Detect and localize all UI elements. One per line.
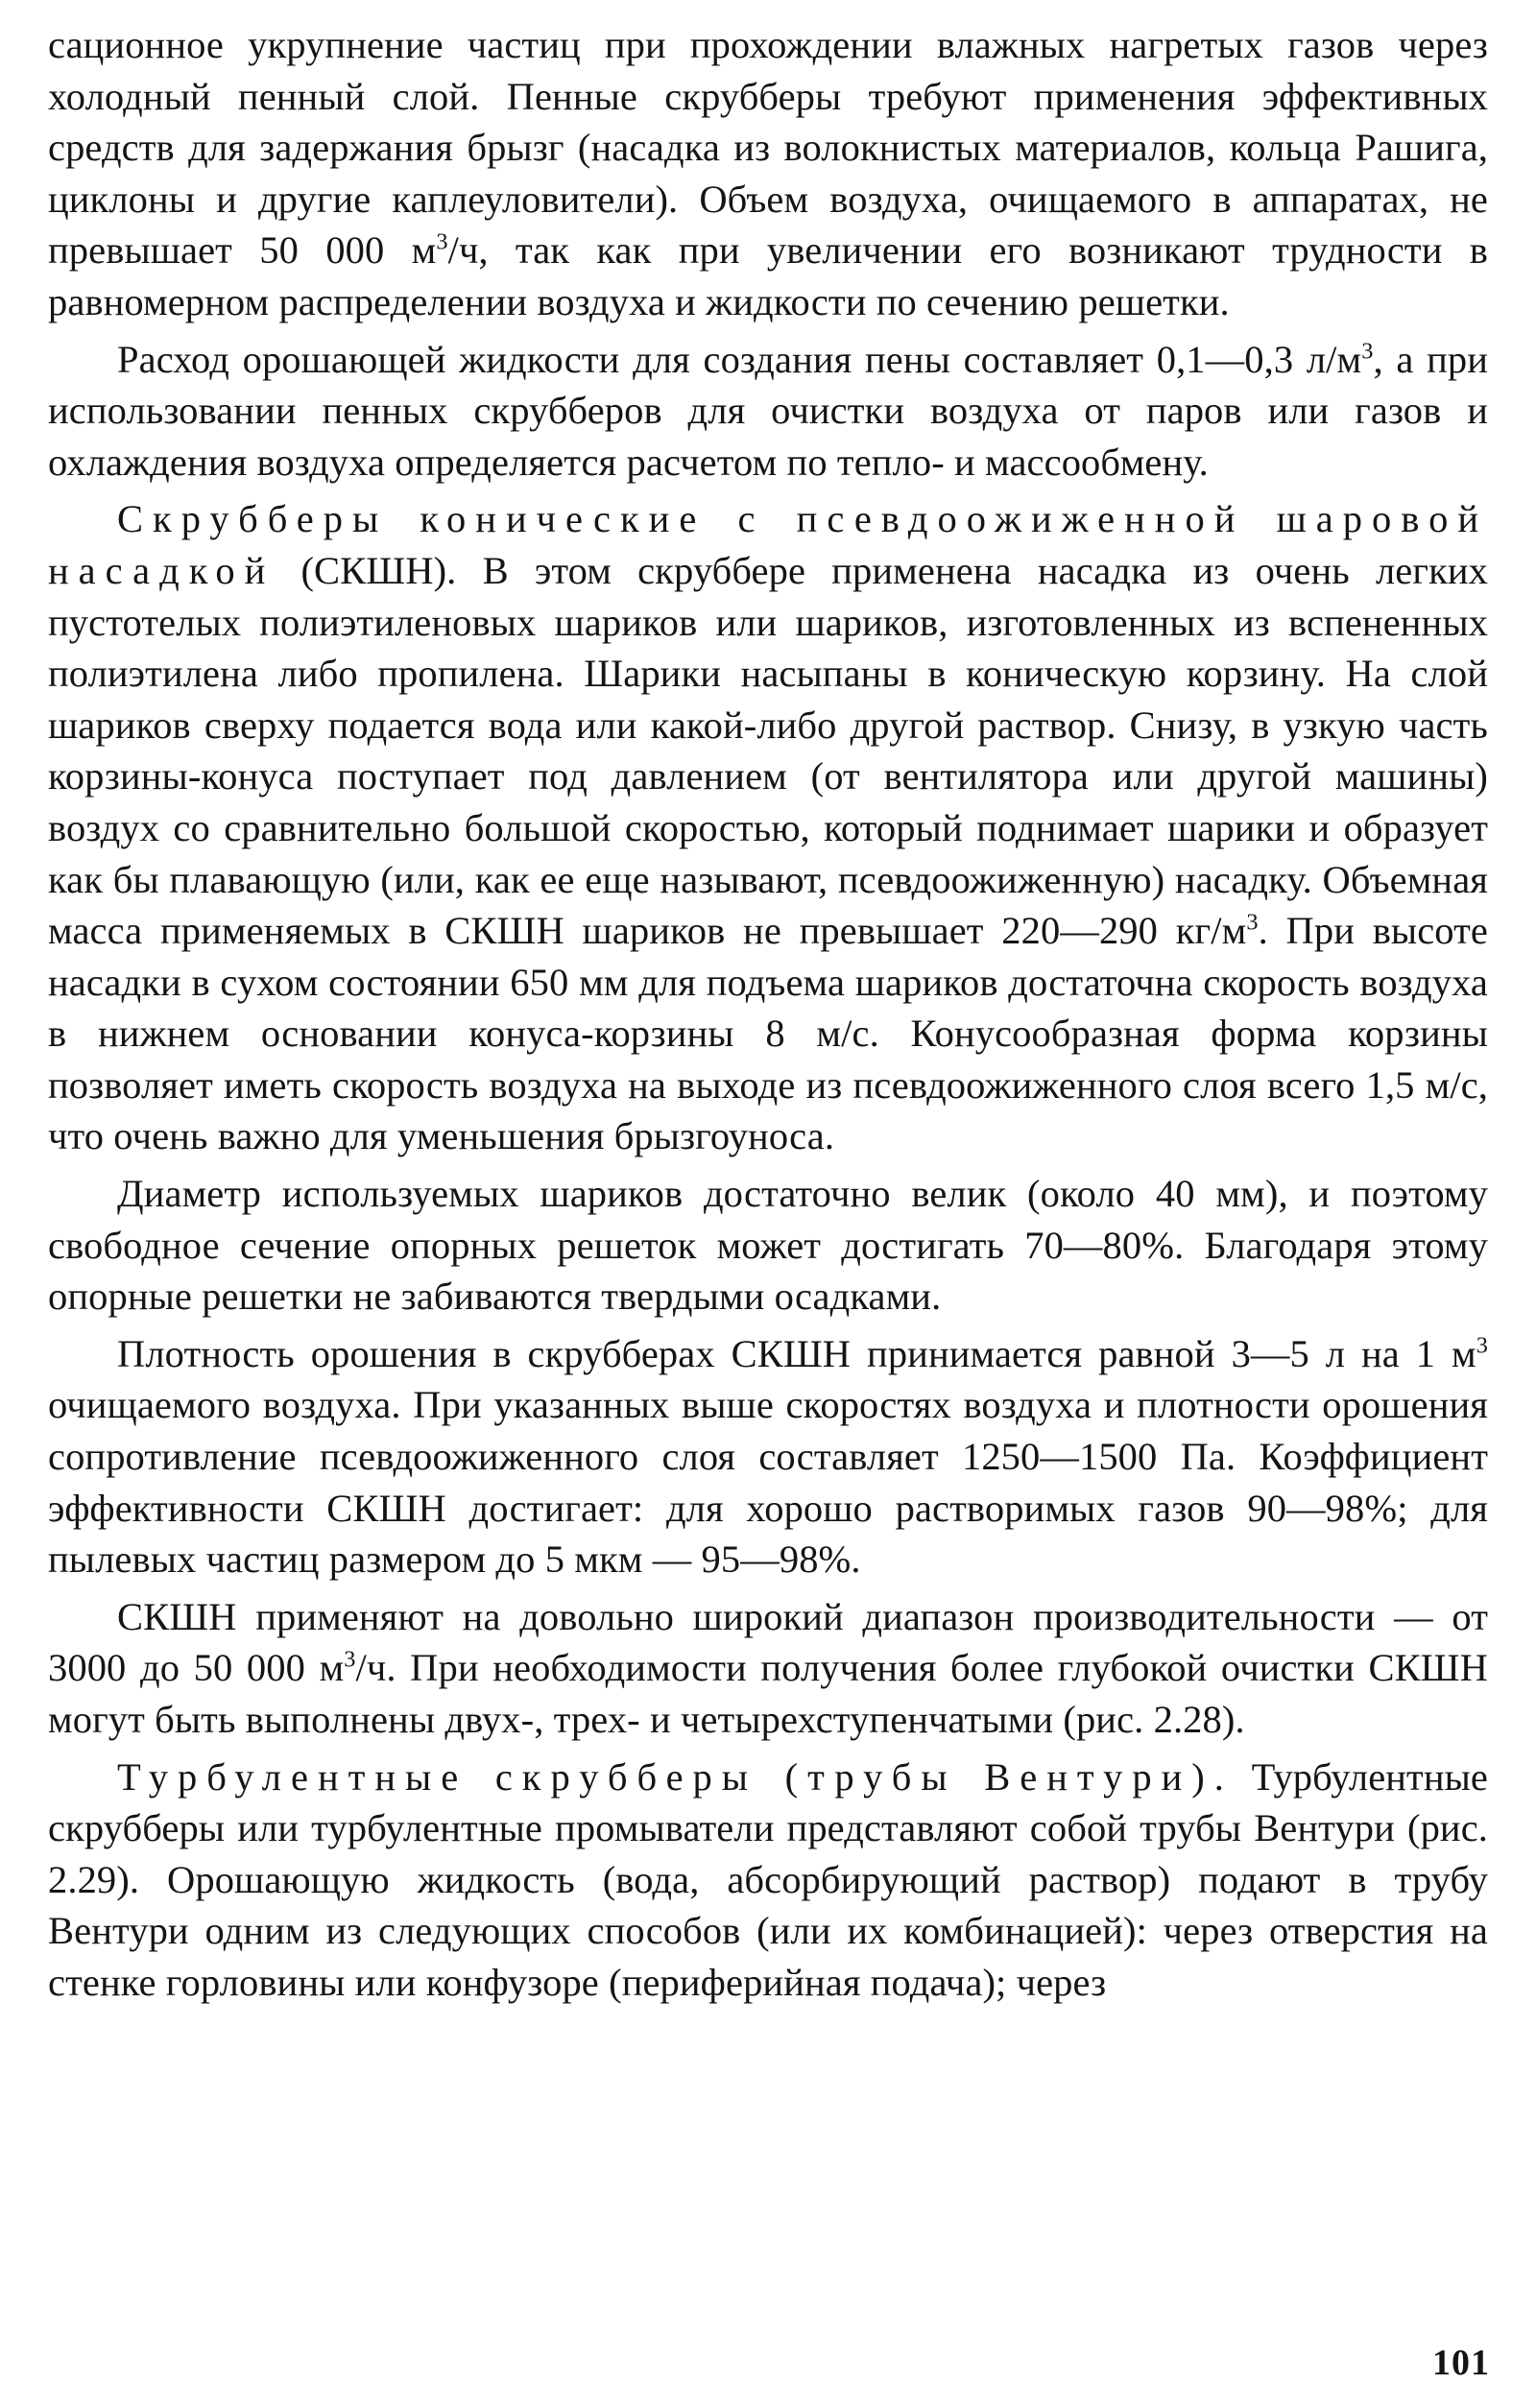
paragraph-2 [48, 334, 1488, 489]
paragraph-text: (СКШН). В этом скруббере применена насадка из очень легких пустотелых полиэтиленовых шариков или шариков, изготовленных из вспененных полиэтилена либо пропилена. Шарики насыпаны в коническую корзину. На слой шариков сверху подается вода или какой-либо другой раствор. Снизу, в узкую часть корзины-конуса поступает под давлением (от вентилятора или другой машины) воздух со сравнительно большой скоростью, который поднимает шарики и образует как бы плавающую (или, как ее еще называют, псевдоожиженную) насадку. Объемная масса применяемых в СКШН шариков не превышает 220—290 кг/м [48, 548, 1488, 953]
section-heading: Турбулентные скрубберы (трубы Вентури). [117, 1754, 1234, 1799]
paragraph-4 [48, 1168, 1488, 1323]
paragraph-text: Плотность орошения в скрубберах СКШН принимается равной 3—5 л на 1 м [117, 1331, 1476, 1375]
paragraph-text: сационное укрупнение частиц при прохождении влажных нагретых газов через холодный пенный слой. Пенные скрубберы требуют применения эффективных средств для задержания брызг (насадка из волокнистых материалов, кольца Рашига, циклоны и другие каплеуловители). Объем воздуха, очищаемого в аппаратах, не превышает 50 000 м [48, 23, 1488, 273]
paragraph-text: очищаемого воздуха. При указанных выше скоростях воздуха и плотности орошения сопротивление псевдоожиженного слоя составляет 1250—1500 Па. Коэффициент эффективности СКШН достигает: для хорошо растворимых газов 90—98%; для пылевых частиц размером до 5 мкм — 95—98%. [48, 1383, 1488, 1582]
paragraph-7-venturi-scrubbers [48, 1752, 1488, 2009]
page-number: 101 [1432, 2343, 1490, 2383]
paragraph-text: Турбулентные скрубберы или турбулентные промыватели представляют собой трубы Вентури (рис. 2.29). Орошающую жидкость (вода, абсорбирующий раствор) подают в трубу Вентури одним из следующих способов (или их комбинацией): через отверстия на стенке горловины или конфузоре (периферийная подача); через [48, 1754, 1488, 2004]
paragraph-3-skshn-scrubbers [48, 493, 1488, 1162]
paragraph-6 [48, 1591, 1488, 1746]
paragraph-text: СКШН применяют на довольно широкий диапазон производительности — от 3000 до 50 000 м [48, 1594, 1488, 1690]
paragraph-text: /ч. При необходимости получения более глубокой очистки СКШН могут быть выполнены двух-, трех- и четырехступенчатыми (рис. 2.28). [48, 1646, 1488, 1741]
paragraph-text: , а при использовании пенных скрубберов для очистки воздуха от паров или газов и охлаждения воздуха определяется расчетом по тепло- и массообмену. [48, 337, 1488, 484]
superscript: 3 [1476, 1332, 1488, 1359]
superscript: 3 [1361, 338, 1374, 365]
paragraph-text: Диаметр используемых шариков достаточно велик (около 40 мм), и поэтому свободное сечение опорных решеток может достигать 70—80%. Благодаря этому опорные решетки не забиваются твердыми осадками. [48, 1172, 1488, 1319]
paragraph-text: Расход орошающей жидкости для создания пены составляет 0,1—0,3 л/м [117, 337, 1362, 381]
paragraph-text: /ч, так как при увеличении его возникают трудности в равномерном распределении воздуха и жидкости по сечению решетки. [48, 228, 1488, 323]
superscript: 3 [1246, 909, 1259, 936]
superscript: 3 [344, 1646, 356, 1673]
paragraph-5 [48, 1328, 1488, 1585]
paragraph-text: . При высоте насадки в сухом состоянии 650 мм для подъема шариков достаточна скорость воздуха в нижнем основании конуса-корзины 8 м/с. Конусообразная форма корзины позволяет иметь скорость воздуха на выходе из псевдоожиженного слоя всего 1,5 м/с, что очень важно для уменьшения брызгоуноса. [48, 909, 1489, 1158]
superscript: 3 [436, 228, 448, 255]
document-page [48, 19, 1488, 2015]
paragraph-1 [48, 19, 1488, 328]
section-heading: Скрубберы конические с псевдоожиженной шаровой насадкой [48, 497, 1488, 592]
